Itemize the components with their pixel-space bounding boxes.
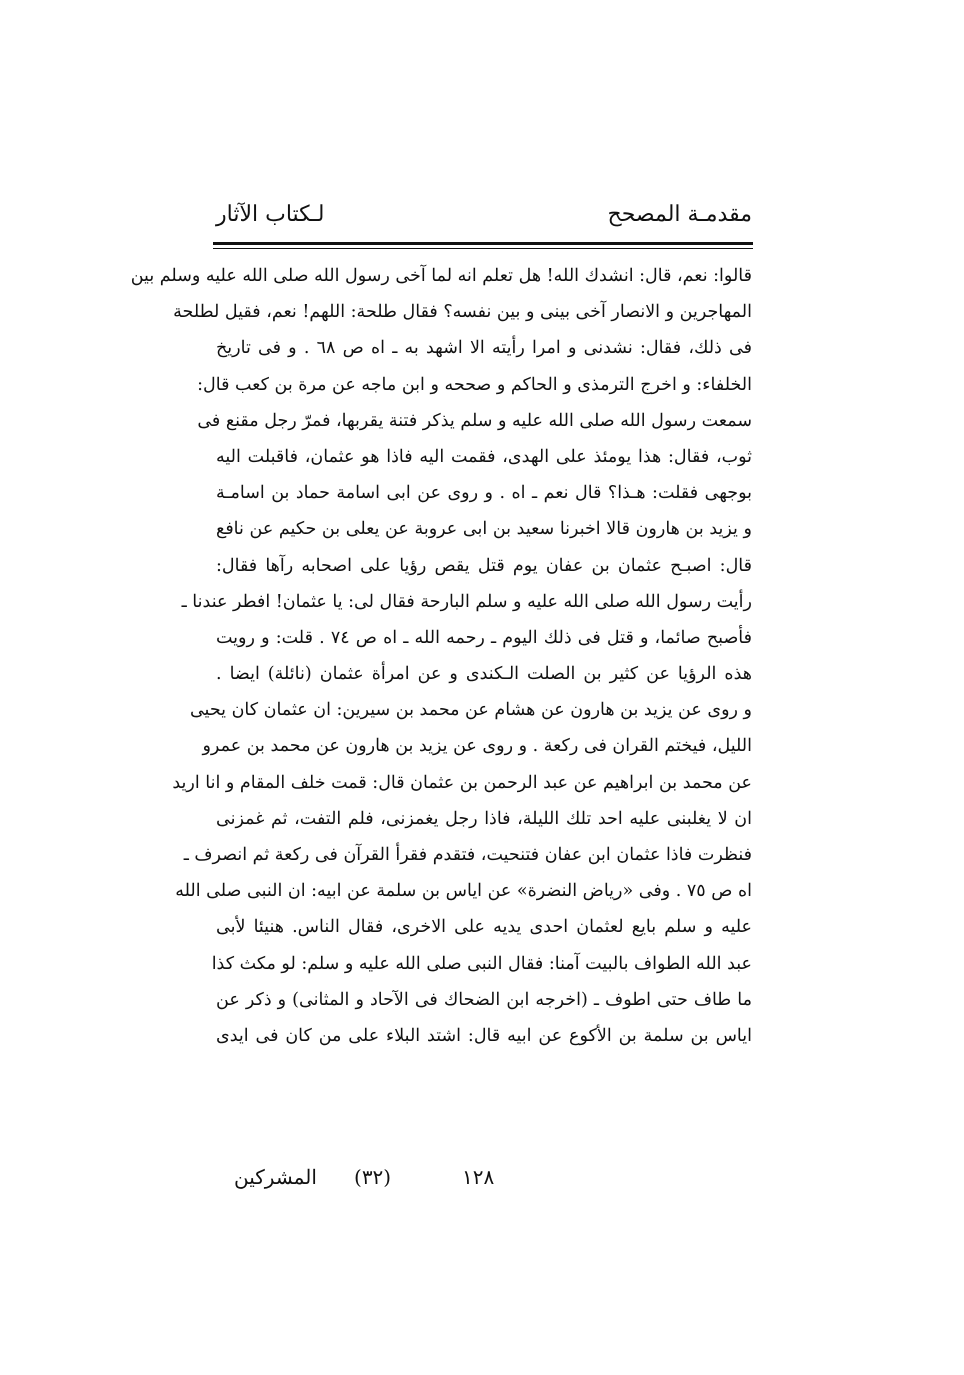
text-line: فأصبح صائما، و قتل فى ذلك اليوم ـ رحمه الله ـ اه ص ٧٤ . قلت: و رويت [216,627,753,648]
text-line: المهاجرين و الانصار آخى بينى و بين نفسه؟ فقال طلحة: اللهم! نعم، فقيل لطلحة [173,302,752,323]
text-line: سمعت رسول الله صلى الله عليه و سلم يذكر فتنة يقربها، فمرّ رجل مقنع فى [197,410,752,431]
text-line: قال: اصبـح عثمان بن عفان يوم قتل يقص رؤيا على اصحابه رآها فقال: [216,555,752,576]
text-line: عبد الله الطواف بالبيت آمنا: فقال النبى صلى الله عليه و سلم: لو مكث كذا [211,953,752,974]
text-line: عن محمد بن ابراهيم عن عبد الرحمن بن عثمان قال: قمت خلف المقام و انا اريد [172,772,752,793]
catchword: المشركين [234,1165,317,1189]
text-line: اياس بن سلمة بن الأكوع عن ابيه قال: اشتد البلاء على من كان فى ايدى [216,1025,752,1046]
header-rule-thin [213,248,753,249]
body-text [130,258,753,1054]
text-line: بوجهى فقلت: هـذا؟ قال نعم ـ اه . و روى عن ابى اسامة حماد بن اسامـة [216,483,752,504]
text-line: الخلفاء: و اخرج الترمذى و الحاكم و صححه و ابن ماجه عن مرة بن كعب قال: [197,374,752,395]
text-line: اه ص ٧٥ . وفى «رياض النضرة» عن اياس بن سلمة عن ابيه: ان النبى صلى الله [175,881,752,902]
text-line: قالوا: نعم، قال: انشدك الله! هل تعلم انه لما آخى رسول الله صلى الله عليه وسلم بين [130,266,752,286]
text-line: رأيت رسول الله صلى الله عليه و سلم البارحة فقال لى: يا عثمان! افطر عندنا ـ [181,591,752,612]
text-line: عليه و سلم بايع لعثمان احدى يديه على الاخرى، فقال الناس. هنيئا لأبى [216,917,752,938]
header-rule-thick [213,242,753,245]
page-number: ١٢٨ [462,1165,495,1189]
text-line: ثوب، فقال: هذا يومئذ على الهدى، فقمت اليه فاذا هو عثمان، فاقبلت اليه [216,446,752,467]
text-line: هذه الرؤيا عن كثير بن الصلت الـكندى و عن امرأة عثمان (نائلة) ايضا . [216,664,752,685]
running-head [216,198,752,238]
signature-mark: (٣٢) [354,1165,392,1189]
text-line: و روى عن يزيد بن هارون عن هشام عن محمد بن سيرين: ان عثمان كان يحيى [189,700,752,721]
page-footer [216,1160,752,1194]
header-title-right: مقدمـة المصحح [607,202,752,227]
header-title-left: لـكتاب الآثار [216,202,325,227]
text-line: ما طاف حتى اطوف ـ (اخرجه ابن الضحاك فى الآحاد و المثانى) و ذكر عن [216,989,752,1010]
text-line: ان لا يغلبنى عليه احد تلك الليلة، فاذا رجل يغمزنى، فلم التفت، ثم غمزنى [216,808,752,829]
text-line: الليل، فيختم القران فى ركعة . و روى عن يزيد بن هارون عن محمد بن عمرو [202,736,752,757]
text-line: فى ذلك، فقال: نشدنى و امرا رأيته الا اشهد به ـ اه ص ٦٨ . و فى تاريخ [216,338,752,359]
text-line: و يزيد بن هارون قالا اخبرنا سعيد بن ابى عروبة عن يعلى بن حكيم عن نافع [216,519,752,540]
text-line: فنظرت فاذا عثمان ابن عفان فتنحيت، فتقدم فقرأ القرآن فى ركعة ثم انصرف ـ [183,845,752,865]
